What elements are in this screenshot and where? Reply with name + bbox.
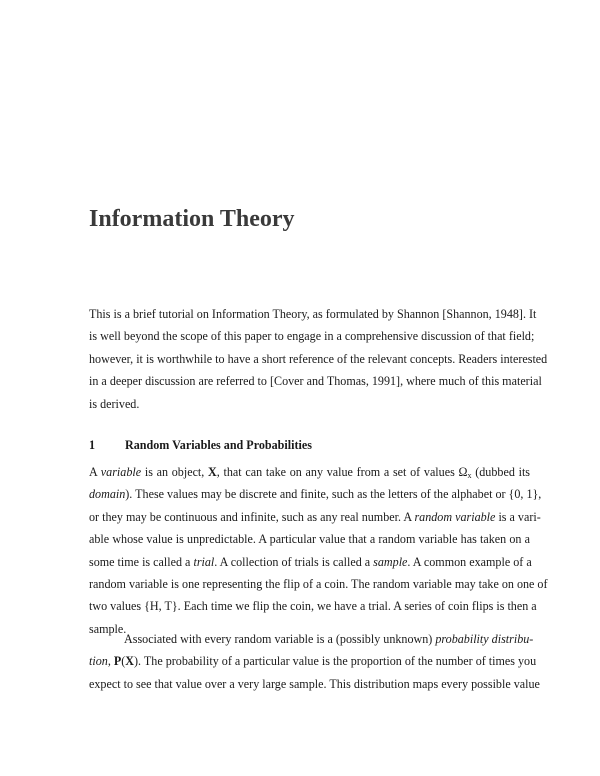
paragraph-line: A variable is an object, X, that can take on any value from a set of values Ωx (dubbed its: [89, 465, 531, 480]
paragraph-line: sample.: [89, 621, 127, 636]
paragraph-line: Associated with every random variable is a (possibly unknown) probability distribu-: [124, 632, 534, 646]
term-variable: variable: [100, 465, 142, 479]
intro-line: is well beyond the scope of this paper to engage in a comprehensive discussion of that field;: [89, 329, 535, 344]
paragraph-line: domain). These values may be discrete and finite, such as the letters of the alphabet or {0, 1},: [89, 487, 542, 502]
section-heading: [89, 436, 312, 454]
symbol-p: P: [113, 654, 122, 669]
term-random-variable: random variable: [414, 509, 496, 524]
paper-title: Information Theory: [89, 206, 295, 232]
section-number: 1: [89, 438, 96, 452]
intro-line: is derived.: [89, 396, 140, 411]
paragraph-line: or they may be continuous and infinite, such as any real number. A random variable is a vari-: [89, 509, 541, 524]
paragraph-line: two values {H, T}. Each time we flip the coin, we have a trial. A series of coin flips is then a: [89, 599, 537, 614]
intro-line: in a deeper discussion are referred to [Cover and Thomas, 1991], where much of this material: [89, 374, 542, 389]
intro-line: however, it is worthwhile to have a short reference of the relevant concepts. Readers interested: [89, 351, 548, 366]
paragraph-line: random variable is one representing the flip of a coin. The random variable may take on one of: [89, 576, 548, 591]
symbol-x: X: [125, 654, 135, 669]
paragraph-line: able whose value is unpredictable. A particular value that a random variable has taken on a: [89, 532, 530, 547]
section-paragraph-variables: [89, 461, 548, 640]
paragraph-line: some time is called a trial. A collection of trials is called a sample. A common example of a: [89, 554, 532, 569]
symbol-omega: Ω: [458, 465, 468, 479]
term-probability-distribution: probability distribu-: [435, 632, 534, 646]
symbol-x: X: [208, 465, 217, 479]
term-domain: domain: [89, 487, 126, 502]
term-probability-distribution-cont: tion: [89, 654, 108, 669]
paragraph-line: expect to see that value over a very large sample. This distribution maps every possible value: [89, 676, 540, 691]
section-title: Random Variables and Probabilities: [125, 438, 312, 452]
section-paragraph-distribution: [89, 628, 540, 695]
intro-paragraph: [89, 303, 548, 415]
symbol-omega-subscript: x: [467, 471, 472, 480]
paragraph-line: tion, P(X). The probability of a particular value is the proportion of the number of times you: [89, 654, 537, 669]
term-sample: sample: [373, 554, 408, 569]
term-trial: trial: [193, 554, 215, 569]
intro-line: This is a brief tutorial on Information Theory, as formulated by Shannon [Shannon, 1948]. It: [89, 307, 537, 321]
